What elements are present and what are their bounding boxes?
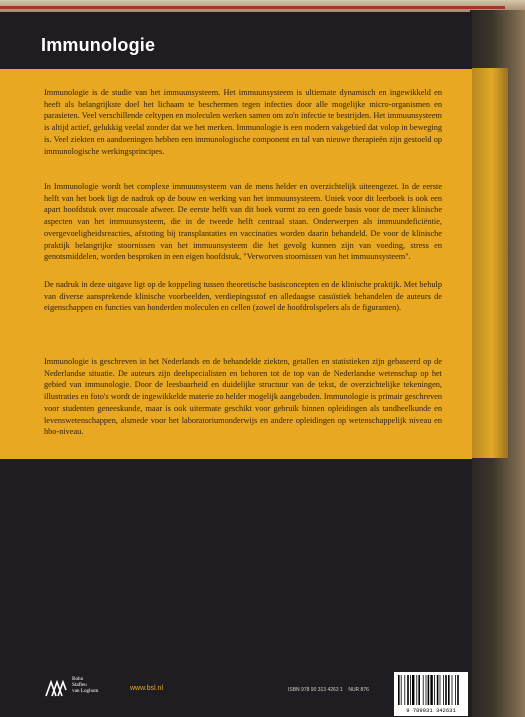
isbn-number: ISBN 978 90 313 4263 1 [288, 687, 343, 693]
description-paragraph: Immunologie is geschreven in het Nederlands en de behandelde ziekten, getallen en statistieken zijn gebaseerd op de Nederlandse situatie. De auteurs zijn deelspecialisten en behoren tot de top van de Nederlandse wetenschap op het gebied van immunologie. Door de leesbaarheid en duidelijke structuur van de tekst, de overzichtelijke tekeningen, illustraties en foto's wordt de ingewikkelde materie zo helder mogelijk aangeboden. Immunologie is primair geschreven voor studenten geneeskunde, maar is ook uitermate geschikt voor gebruik binnen opleidingen als tandheelkunde en levenswetenschappen, alsmede voor het laboratoriumonderwijs en andere opleidingen op wetenschappelijk niveau en hbo-niveau. [44, 357, 443, 437]
back-cover [0, 12, 472, 717]
back-book-red-edge [0, 6, 505, 9]
publisher-website: www.bsl.nl [130, 685, 164, 692]
barcode-icon [398, 675, 464, 707]
cover-footer [0, 668, 472, 717]
isbn-line [288, 687, 369, 693]
description-paragraph: In Immunologie wordt het complexe immuunsysteem van de mens helder en overzichtelijk uiteengezet. In de eerste helft van het boek ligt de nadruk op de bouw en werking van het immuunsysteem. Uniek voor dit leerboek is ook een apart hoofdstuk over mucosale afweer. De eerste helft van dit boek vormt zo een goede basis voor de meer klinische aspecten van het immuunsysteem, die in de tweede helft centraal staan. Onderwerpen als immuundeficiëntie, overgevoeligheidsreacties, afstoting bij transplantaties en vaccinaties worden daarin behandeld. De voor de klinische praktijk belangrijke stoornissen van het immuunsysteem die het gevolg kunnen zijn van voeding, stress en genotsmiddelen, worden besproken in een eigen hoofdstuk, "Verworven stoornissen van het immuunsysteem". [44, 182, 442, 262]
nur-code: NUR 876 [348, 687, 369, 693]
barcode [394, 672, 468, 716]
bsl-logo-icon [44, 678, 68, 698]
description-paragraph: Immunologie is de studie van het immuunsysteem. Het immuunsysteem is ultiemate dynamisch en ingewikkeld en heeft als belangrijkste doel het lichaam te beschermen tegen infecties door alle mogelijke micro-organismen en parasieten. Veel verschillende celtypen en moleculen werken samen om zo'n infectie te bestrijden. Het immuunsysteem is altijd actief, gelukkig veelal zonder dat we het merken. Immunologie is een modern vakgebied dat volop in beweging is. Veel ziekten en aandoeningen hebben een immunologische component en tal van nieuwe therapieën zijn gestoeld op immunologische werkingsprincipes. [44, 88, 442, 156]
cover-header [0, 12, 472, 69]
spine-yellow-band [472, 68, 508, 458]
description-paragraph: De nadruk in deze uitgave ligt op de koppeling tussen theoretische basisconcepten en de klinische praktijk. Met behulp van diverse aansprekende klinische voorbeelden, verdiepingsstof en alledaagse casuïstiek behandelen de auteurs de eigenschappen en functies van honderden moleculen en cellen (zowel de hoofdrolspelers als de figuranten). [44, 280, 442, 313]
description-panel [0, 69, 472, 459]
book-title: Immunologie [41, 35, 156, 55]
publisher-name: Bohn Stafleu van Loghum [72, 676, 99, 695]
barcode-number: 9 789031 342631 [406, 707, 456, 714]
